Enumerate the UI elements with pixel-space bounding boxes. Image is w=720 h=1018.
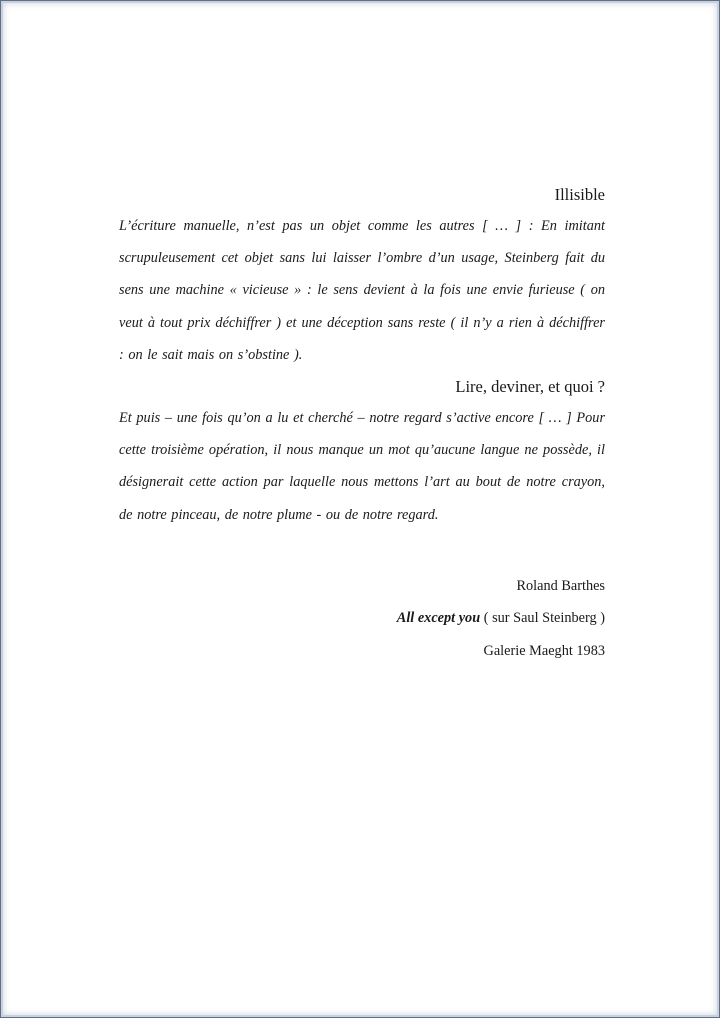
book-reference bbox=[119, 602, 605, 635]
text-line: une envie furieuse ( on veut à tout prix déchiffrer ) et une déception sans bbox=[119, 282, 606, 331]
paragraph-lire-deviner bbox=[119, 402, 605, 531]
paragraph-illisible bbox=[119, 210, 605, 371]
text-line: [ … ] Pour cette troisième opération, il nous manque un mot qu’aucune bbox=[119, 410, 606, 459]
text-line: l’art au bout de notre crayon, de notre pinceau, de notre plume - ou de bbox=[119, 474, 605, 523]
text-line: langue ne possède, il désignerait cette action par laquelle nous mettons bbox=[119, 442, 605, 491]
text-line: Steinberg fait du sens une machine « vicieuse » : le sens devient à la fois bbox=[119, 250, 605, 299]
text-line: notre regard. bbox=[362, 506, 439, 523]
text-line: imitant scrupuleusement cet objet sans lui laisser l’ombre d’un usage, bbox=[119, 218, 605, 267]
text-line: reste ( il n’y a rien à déchiffrer : on le sait mais on s’obstine ). bbox=[119, 314, 605, 363]
text-line: L’écriture manuelle, n’est pas un objet comme les autres [ … ] : En bbox=[119, 218, 565, 234]
book-subtitle: ( sur Saul Steinberg ) bbox=[480, 610, 605, 627]
signature-block bbox=[119, 570, 605, 668]
heading-lire-deviner: Lire, deviner, et quoi ? bbox=[455, 377, 605, 397]
book-title: All except you bbox=[396, 610, 481, 627]
text-line: Et puis – une fois qu’on a lu et cherché – notre regard s’active encore bbox=[119, 410, 539, 427]
heading-illisible: Illisible bbox=[554, 185, 605, 204]
author-name: Roland Barthes bbox=[516, 577, 605, 594]
document-content bbox=[119, 181, 605, 667]
gallery-credit: Galerie Maeght 1983 bbox=[483, 642, 605, 659]
